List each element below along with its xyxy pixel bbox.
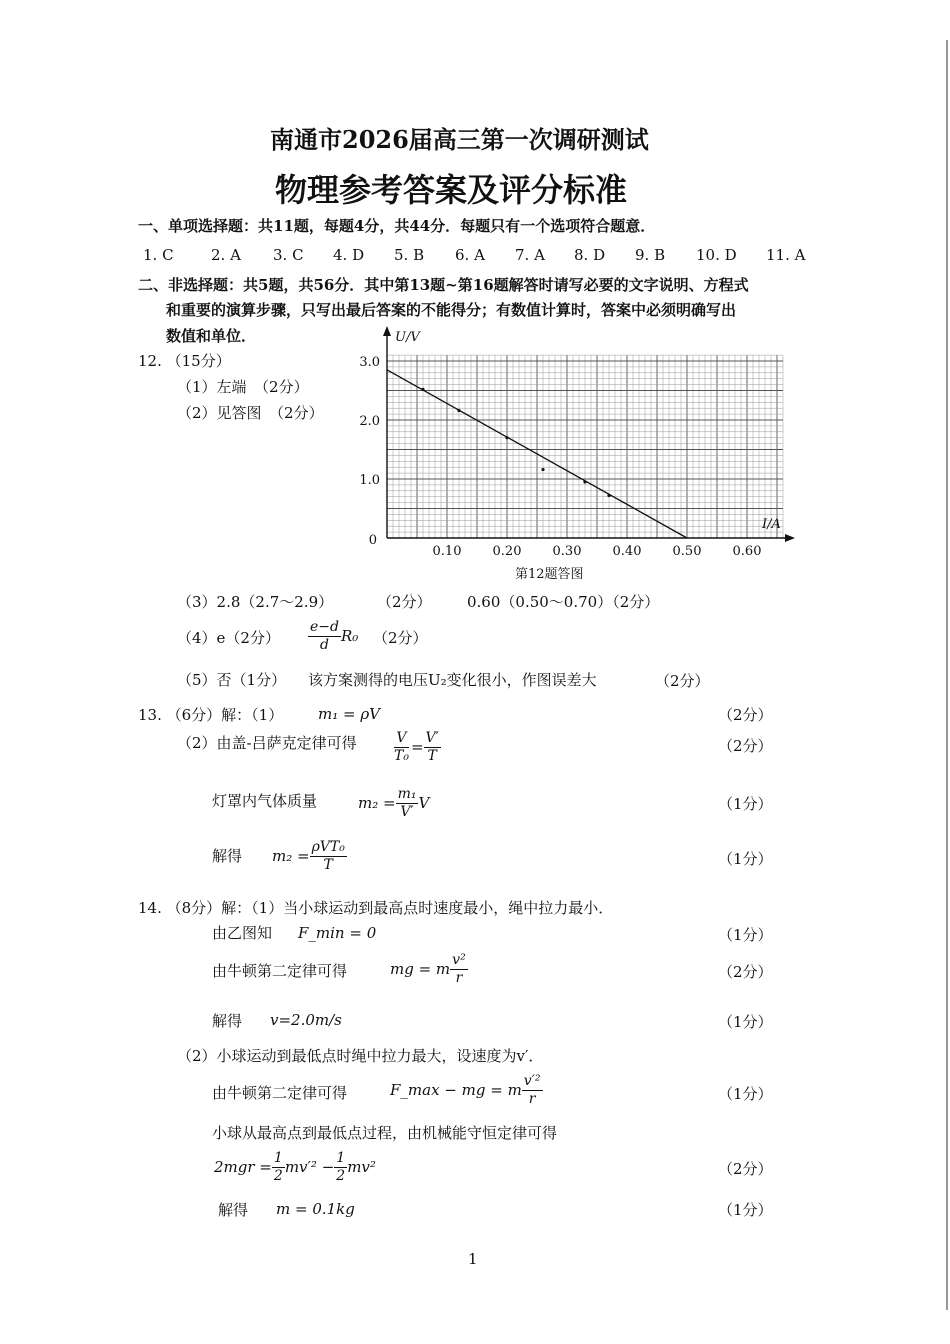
q12-part5a: （5）否（1分） [177, 671, 287, 689]
mc-answer: 5. B [394, 246, 425, 264]
data-point [541, 468, 544, 471]
fraction-numerator: e−d [310, 619, 339, 635]
mc-answer: 1. C [143, 246, 174, 264]
q13-part4: 解得 [212, 847, 243, 865]
q14-eq5 [214, 1150, 376, 1185]
section1-heading: 一、单项选择题：共11题，每题4分，共44分．每题只有一个选项符合题意． [138, 217, 656, 235]
q12-part3c: 0.60（0.50～0.70）（2分） [467, 593, 660, 611]
q12-part3b: （2分） [377, 593, 432, 611]
fraction-denominator: r [455, 970, 463, 986]
resistor-symbol: R₀ [340, 627, 359, 645]
mc-answer: 11. A [766, 246, 806, 264]
q13-part3: 灯罩内气体质量 [212, 792, 318, 810]
mc-answer: 4. D [333, 246, 365, 264]
q13-score4: （1分） [718, 850, 773, 868]
q14-label: 14. （8分）解：（1）当小球运动到最高点时速度最小，绳中拉力最小． [138, 899, 614, 917]
mc-answer: 3. C [273, 246, 304, 264]
q12-label: 12. （15分） [138, 352, 231, 370]
x-tick-label: 0.40 [612, 544, 642, 559]
fraction-numerator: v′² [523, 1073, 541, 1089]
x-tick-label: 0.30 [552, 544, 582, 559]
q12-part4a: （4）e（2分） [177, 629, 280, 647]
data-point [505, 436, 508, 439]
eq-lhs: m₂ = [358, 794, 396, 812]
q13-eq2: $\frac{V}{\text{T₀}}$ = $\frac{V'}{T}$ [394, 730, 439, 764]
data-point [583, 480, 586, 483]
section2-heading-line3: 数值和单位． [166, 327, 257, 345]
mc-answer: 7. A [515, 246, 545, 264]
fraction-denominator: T [323, 857, 333, 873]
q14-line4: 由牛顿第二定律可得 [212, 1084, 348, 1102]
fraction-numerator: v² [452, 952, 466, 968]
fraction-numerator: 1 [273, 1150, 283, 1166]
data-point [421, 388, 424, 391]
x-axis-arrow [785, 534, 795, 542]
mc-answer: 6. A [455, 246, 485, 264]
q12-part5b: 该方案测得的电压U₂变化很小，作图误差大 [308, 671, 597, 689]
y-tick-label: 1.0 [359, 473, 380, 488]
document-subtitle: 物理参考答案及评分标准 [275, 171, 628, 209]
data-point [457, 409, 460, 412]
fraction-denominator: d [320, 637, 329, 653]
q14-eq1: F_min = 0 [298, 924, 377, 942]
q13-score3: （1分） [718, 795, 773, 813]
q12-part4-formula [308, 619, 358, 654]
q12-part5c: （2分） [655, 672, 710, 690]
q13-score2: （2分） [718, 737, 773, 755]
eq-part: 2mgr = [214, 1158, 272, 1176]
mc-answer: 9. B [635, 246, 666, 264]
x-tick-label: 0.20 [492, 544, 522, 559]
q13-score1: （2分） [718, 706, 773, 724]
q14-score5: （2分） [718, 1160, 773, 1178]
q13-eq3 [358, 786, 429, 821]
q12-part2: （2）见答图 （2分） [177, 404, 324, 422]
mc-answer: 10. D [696, 246, 737, 264]
q14-score3: （1分） [718, 1013, 773, 1031]
y-axis-arrow [383, 326, 391, 336]
q12-part3a: （3）2.8（2.7～2.9） [177, 593, 334, 611]
page-number: 1 [468, 1250, 478, 1268]
q14-score1: （1分） [718, 926, 773, 944]
fraction-numerator: ρVT₀ [311, 839, 345, 855]
section2-heading-line1: 二、非选择题：共5题，共56分．其中第13题~第16题解答时请写必要的文字说明、方程式 [138, 276, 749, 294]
q14-score2: （2分） [718, 963, 773, 981]
eq-part: mv² [347, 1158, 376, 1176]
section2-heading-line2: 和重要的演算步骤，只写出最后答案的不能得分；有数值计算时，答案中必须明确写出 [166, 301, 737, 319]
x-tick-label: 0.60 [732, 544, 762, 559]
mc-answer: 8. D [574, 246, 606, 264]
q14-line6: 解得 [218, 1201, 249, 1219]
fraction-numerator: m₁ [397, 786, 417, 802]
eq-lhs: mg = m [390, 960, 451, 978]
q14-line3: 解得 [212, 1012, 243, 1030]
q14-eq2 [390, 952, 468, 987]
q12-part4b: （2分） [373, 629, 428, 647]
fraction-denominator: V′ [400, 804, 414, 820]
fraction-numerator: 1 [336, 1150, 346, 1166]
q14-eq4 [390, 1073, 543, 1108]
q13-label: 13. （6分）解：（1） [138, 706, 284, 724]
fraction-denominator: r [528, 1091, 536, 1107]
q14-eq3: v=2.0m/s [270, 1011, 342, 1029]
eq-tail: V [418, 794, 430, 812]
fraction-denominator: 2 [336, 1168, 346, 1184]
fraction-denominator: T [427, 748, 437, 764]
x-tick-label: 0.50 [672, 544, 702, 559]
q13-part2: （2）由盖-吕萨克定律可得 [177, 734, 357, 752]
q13-eq1: m₁ = ρV [318, 705, 380, 723]
eq-lhs: F_max − mg = m [390, 1081, 522, 1099]
fraction-denominator: 2 [273, 1168, 283, 1184]
q14-score6: （1分） [718, 1201, 773, 1219]
origin-label: 0 [368, 533, 377, 548]
q14-score4: （1分） [718, 1085, 773, 1103]
eq-part: mv′² − [284, 1158, 335, 1176]
iu-chart [340, 325, 800, 585]
q14-part2: （2）小球运动到最低点时绳中拉力最大，设速度为v′． [177, 1047, 544, 1065]
y-tick-label: 3.0 [359, 355, 380, 370]
fraction-numerator: V′ [425, 730, 439, 746]
scan-edge [946, 40, 948, 1310]
document-title: 南通市2026届高三第一次调研测试 [270, 125, 649, 154]
q12-part1: （1）左端 （2分） [177, 378, 309, 396]
y-tick-label: 2.0 [359, 414, 380, 429]
chart-caption: 第12题答图 [515, 567, 584, 582]
data-point [607, 494, 610, 497]
q14-line5: 小球从最高点到最低点过程，由机械能守恒定律可得 [212, 1124, 558, 1142]
x-axis-label: I/A [762, 517, 781, 532]
q14-line2: 由牛顿第二定律可得 [212, 962, 348, 980]
q14-eq6: m = 0.1kg [276, 1200, 355, 1218]
y-axis-label: U/V [395, 330, 420, 345]
q13-eq4 [272, 839, 347, 874]
fraction-denominator: T₀ [394, 748, 409, 764]
x-tick-label: 0.10 [432, 544, 462, 559]
mc-answer: 2. A [211, 246, 241, 264]
eq-lhs: m₂ = [272, 847, 310, 865]
q14-line1: 由乙图知 [212, 924, 273, 942]
fraction-numerator: V [396, 730, 407, 746]
